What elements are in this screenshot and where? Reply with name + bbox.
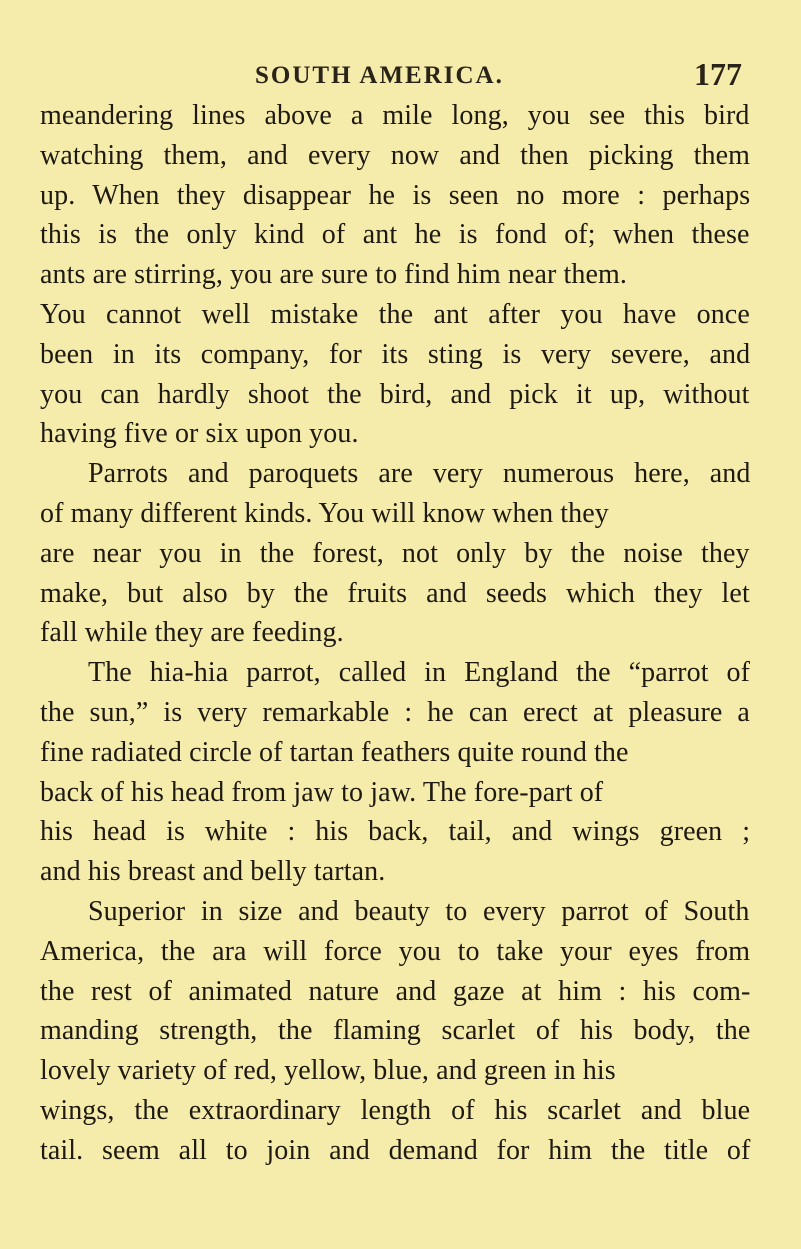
text-line: having five or six upon you. [40, 418, 359, 450]
running-title: SOUTH AMERICA. [255, 62, 504, 89]
text-line: been in its company, for its sting is very severe, and [40, 338, 751, 370]
text-line: up. When they disappear he is seen no more : perhaps [40, 179, 751, 211]
text-line: The hia-hia parrot, called in England the “parrot of [88, 657, 751, 689]
text-line: are near you in the forest, not only by the noise they [40, 537, 750, 569]
text-line: tail. seem all to join and demand for him the title of [40, 1134, 751, 1166]
text-line: America, the ara will force you to take your eyes from [40, 935, 751, 967]
text-line: meandering lines above a mile long, you see this bird [40, 100, 750, 131]
text-line: you can hardly shoot the bird, and pick it up, without [40, 378, 750, 410]
running-head [40, 56, 742, 98]
text-line: lovely variety of red, yellow, blue, and green in his [40, 1055, 616, 1087]
text-line: and his breast and belly tartan. [40, 856, 386, 888]
text-line: Parrots and paroquets are very numerous here, and [88, 458, 751, 490]
text-line: ants are stirring, you are sure to find him near them. [40, 259, 628, 291]
text-line: back of his head from jaw to jaw. The fore-part of [40, 776, 604, 808]
text-line: fall while they are feeding. [40, 617, 344, 649]
text-line: the sun,” is very remarkable : he can erect at pleasure a [40, 696, 750, 728]
text-line: watching them, and every now and then picking them [40, 139, 751, 171]
page-number: 177 [694, 56, 742, 92]
text-line: the rest of animated nature and gaze at him : his com- [40, 975, 751, 1007]
text-line: this is the only kind of ant he is fond of; when these [40, 219, 750, 251]
body-text [40, 96, 750, 1171]
text-line: fine radiated circle of tartan feathers quite round the [40, 736, 629, 768]
text-line: manding strength, the flaming scarlet of his body, the [40, 1015, 751, 1047]
text-line: his head is white : his back, tail, and wings green ; [40, 816, 751, 848]
text-line: of many different kinds. You will know when they [40, 497, 609, 529]
text-line: wings, the extraordinary length of his scarlet and blue [40, 1094, 751, 1126]
text-line: make, but also by the fruits and seeds which they let [40, 577, 750, 609]
text-line: You cannot well mistake the ant after you have once [40, 298, 750, 330]
text-line: Superior in size and beauty to every parrot of South [88, 895, 750, 927]
